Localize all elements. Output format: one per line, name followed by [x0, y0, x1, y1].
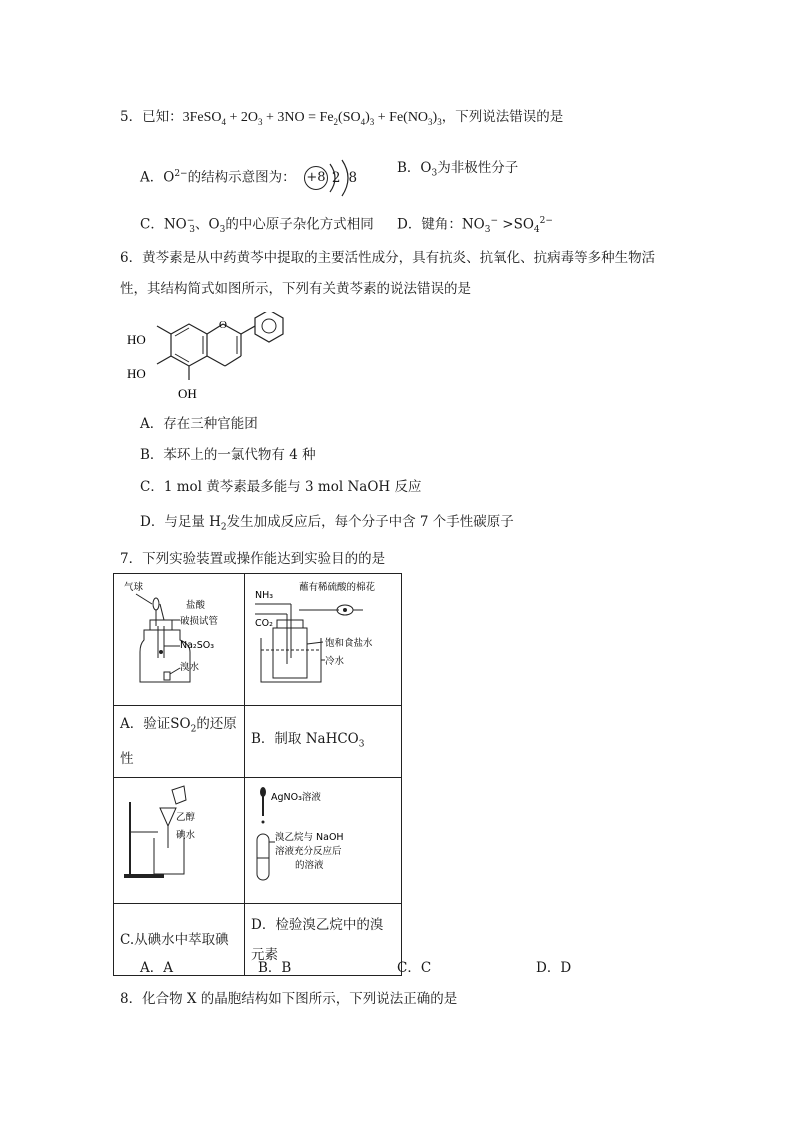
svg-text:O: O: [219, 319, 227, 331]
hydroxyl-label-3: OH: [178, 386, 197, 401]
figure-b-apparatus: [245, 574, 401, 694]
svg-text:饱和食盐水: 饱和食盐水: [325, 638, 373, 649]
baicalein-structure-diagram: [123, 312, 293, 402]
svg-text:蘸有稀硫酸的棉花: 蘸有稀硫酸的棉花: [299, 582, 376, 593]
figure-c-apparatus: [114, 778, 244, 892]
option-c-cell: C.从碘水中萃取碘: [114, 904, 245, 976]
hydroxyl-label-1: HO: [127, 332, 146, 347]
svg-text:AgNO₃溶液: AgNO₃溶液: [271, 792, 321, 803]
q6-option-d: D．与足量 $H_2$发生加成反应后，每个分子中含 7 个手性碳原子: [140, 514, 514, 533]
q5-equation: 3FeSO$_4$ + $2O_3 + 3NO = Fe_2(SO_4)_3 + Fe(NO_3)_3$: [182, 110, 442, 127]
q7-apparatus-table: [113, 573, 402, 976]
figure-d-apparatus: [245, 778, 401, 892]
svg-text:碘水: 碘水: [176, 830, 196, 841]
figure-b-cell: [245, 574, 402, 706]
svg-text:冷水: 冷水: [325, 656, 345, 667]
q5-option-b: B．$O_3$为非极性分子: [397, 160, 519, 179]
figure-a-apparatus: [114, 574, 244, 694]
q8-stem: 8．化合物 X 的晶胞结构如下图所示，下列说法正确的是: [120, 991, 458, 1007]
q6-option-b: B．苯环上的一氯代物有 4 种: [140, 447, 316, 463]
svg-text:的溶液: 的溶液: [295, 860, 324, 871]
q5-option-d: D．键角：$NO_3^- >SO_4^{2-}$: [397, 216, 553, 236]
figure-a-cell: [114, 574, 245, 706]
q5-suffix: ，下列说法错误的是: [441, 109, 564, 125]
shell-2-count: 8: [348, 169, 358, 186]
q5-prefix: 5．已知：: [120, 109, 183, 125]
option-a-cell: A．验证$SO_2$的还原 性: [114, 706, 245, 778]
svg-text:NH₃: NH₃: [255, 590, 274, 601]
hydroxyl-label-2: HO: [127, 366, 146, 381]
q7-stem: 7．下列实验装置或操作能达到实验目的的是: [120, 551, 386, 567]
figure-c-cell: [114, 778, 245, 904]
q6-option-c: C．1 mol 黄芩素最多能与 3 mol NaOH 反应: [140, 479, 422, 495]
q7-answer-c: C．C: [397, 960, 432, 976]
oxygen-nucleus-icon: +8: [304, 166, 328, 190]
q6-option-a: A．存在三种官能团: [140, 416, 258, 432]
q7-answer-a: A．A: [140, 960, 173, 976]
svg-text:溴乙烷与 NaOH: 溴乙烷与 NaOH: [275, 832, 344, 843]
q6-stem-line2: 性，其结构简式如图所示，下列有关黄芩素的说法错误的是: [120, 281, 471, 297]
svg-text:破损试管: 破损试管: [180, 616, 219, 627]
q6-stem-line1: 6．黄芩素是从中药黄芩中提取的主要活性成分，具有抗炎、抗氧化、抗病毒等多种生物活: [120, 250, 656, 266]
svg-text:CO₂: CO₂: [255, 618, 273, 629]
q5-option-c: C．$NO^-_3$、$O_3$的中心原子杂化方式相同: [140, 216, 374, 236]
svg-text:溶液充分反应后: 溶液充分反应后: [275, 846, 342, 857]
option-d-cell: D．检验溴乙烷中的溴 元素: [245, 904, 402, 976]
svg-text:气球: 气球: [124, 582, 144, 593]
svg-text:乙醇: 乙醇: [176, 812, 196, 823]
svg-text:溴水: 溴水: [180, 662, 200, 673]
svg-text:盐酸: 盐酸: [186, 600, 206, 611]
figure-d-cell: [245, 778, 402, 904]
q7-answer-d: D．D: [536, 960, 572, 976]
q5-stem: [120, 107, 563, 132]
svg-text:Na₂SO₃: Na₂SO₃: [180, 640, 215, 651]
q5-option-a: A．$O^{2-}$的结构示意图为： +8 2 8: [140, 158, 379, 198]
q7-answer-b: B．B: [258, 960, 292, 976]
shell-1-count: 2: [331, 169, 341, 186]
option-b-cell: B．制取 NaHCO$_3$: [245, 706, 402, 778]
